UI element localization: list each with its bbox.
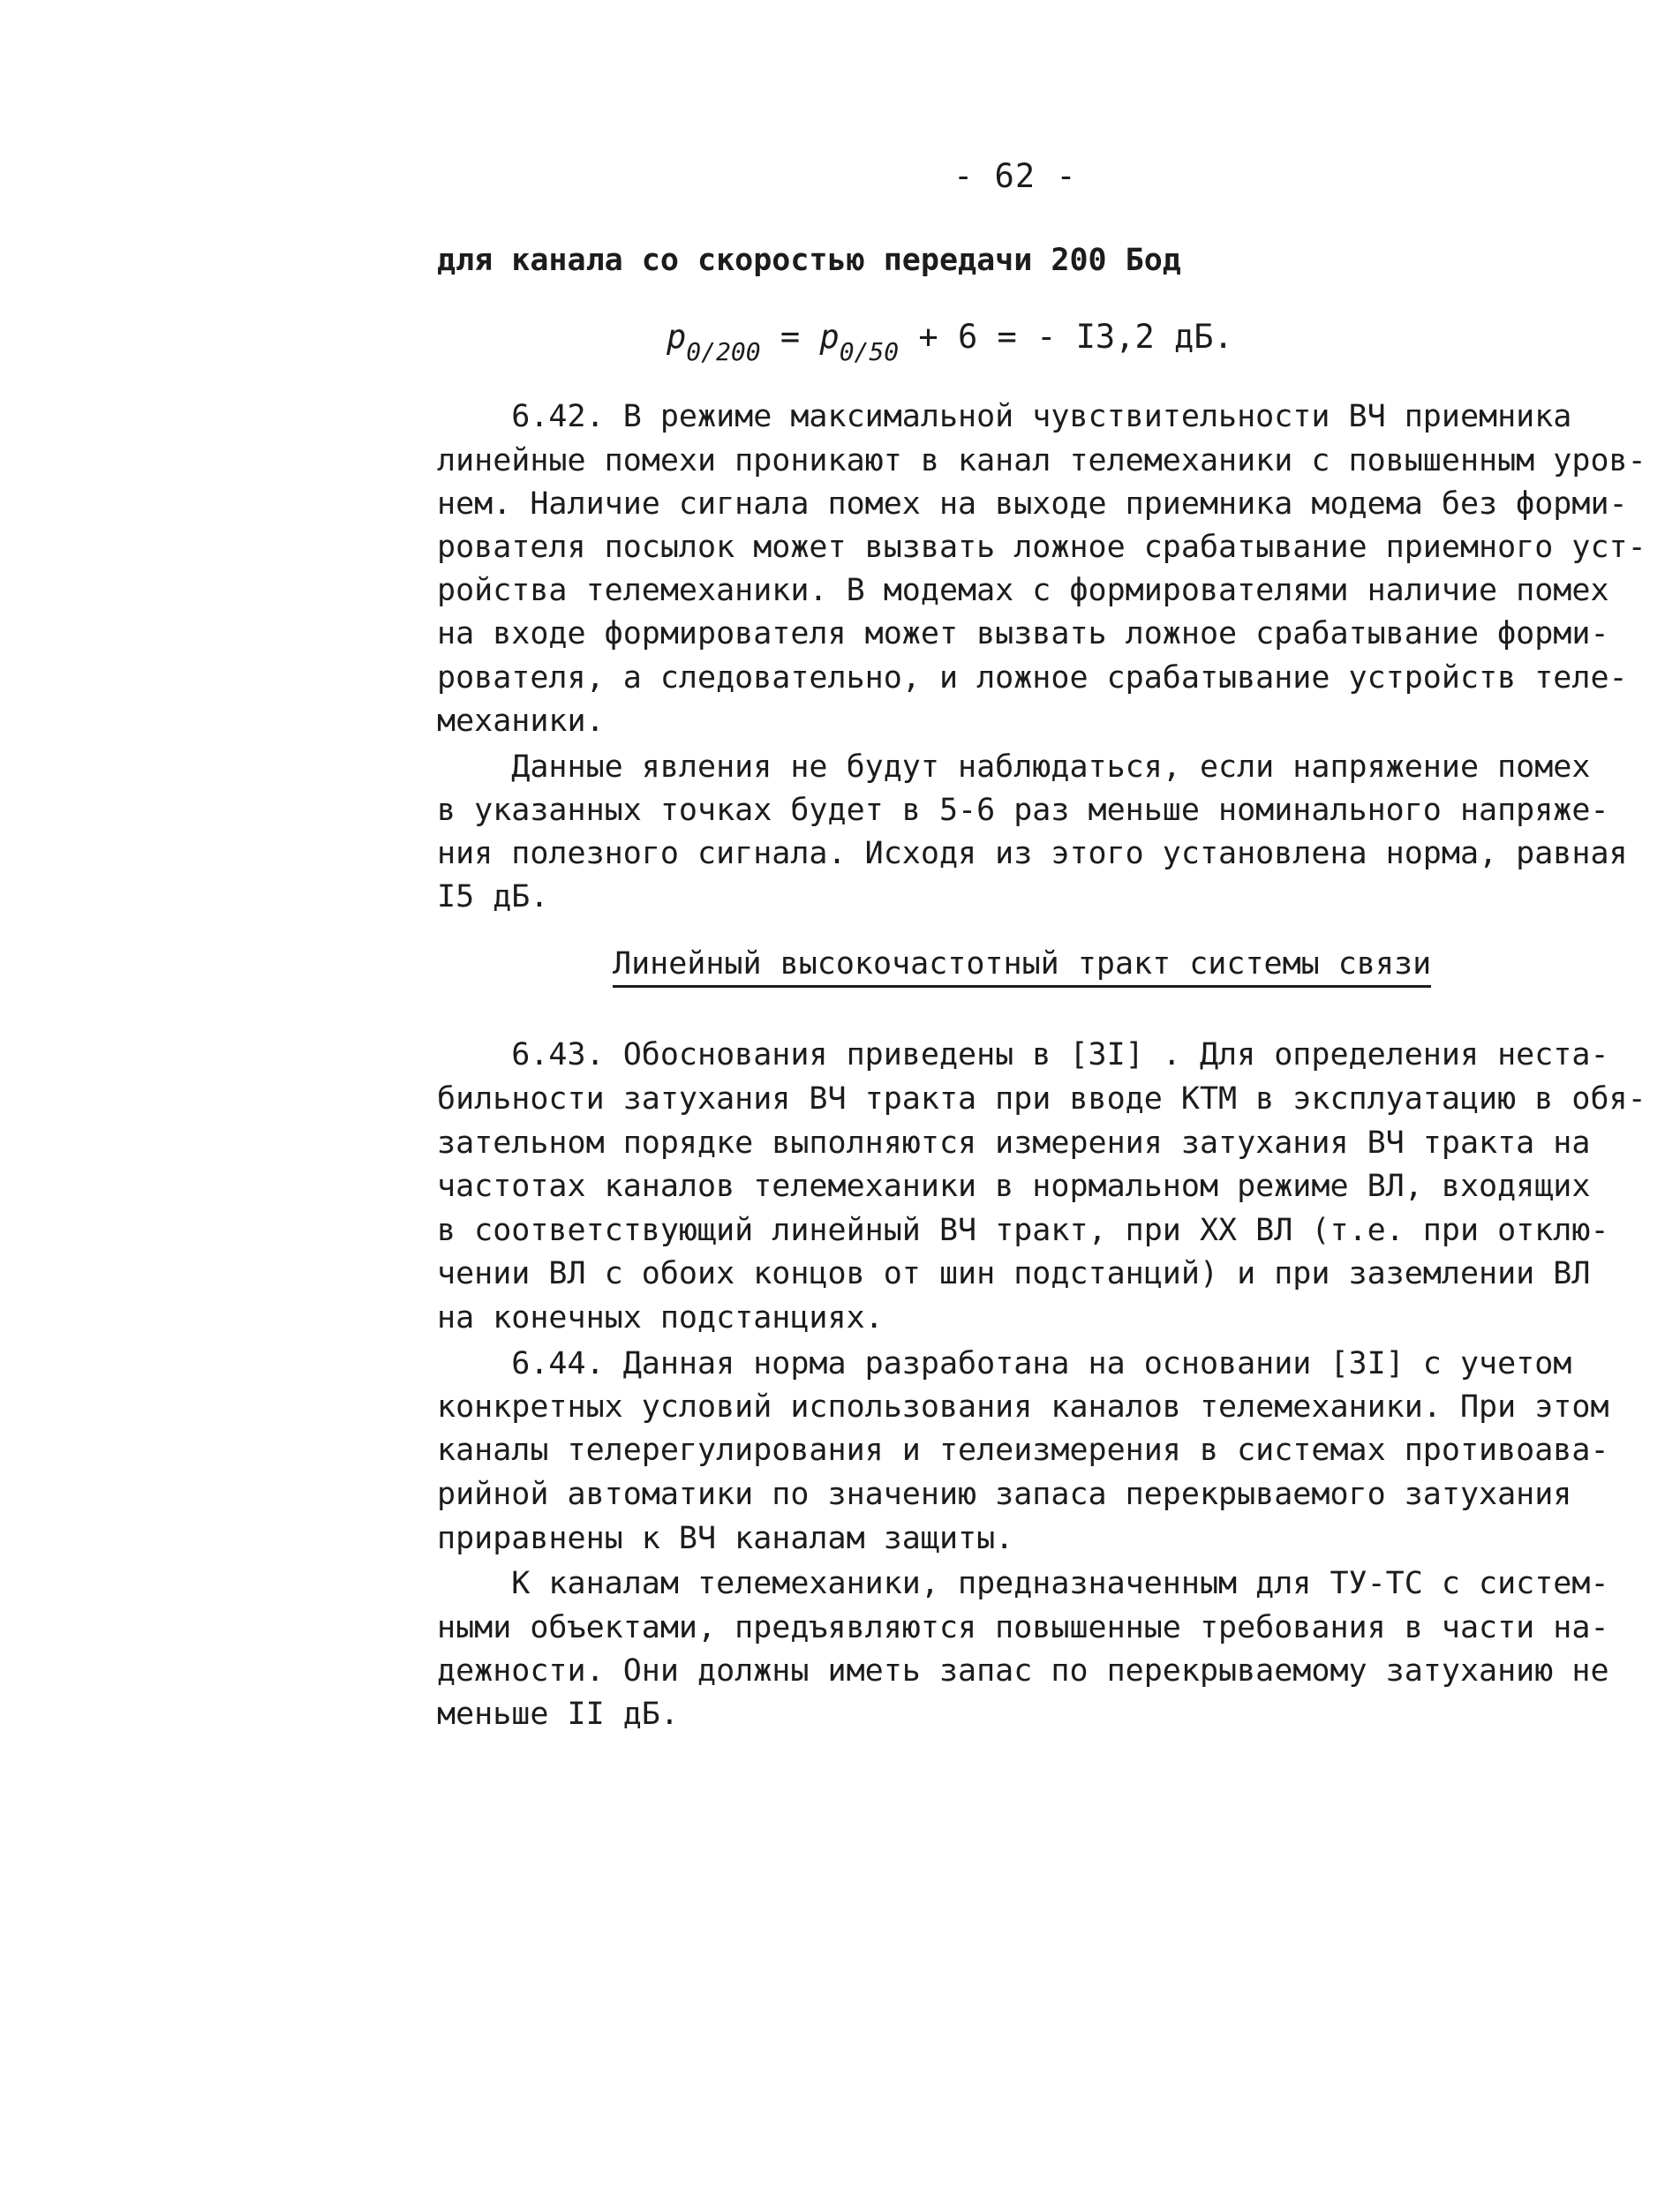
text-line: 6.44. Данная норма разработана на основании [3I] с учетом bbox=[437, 1346, 1572, 1381]
text-line: рователя посылок может вызвать ложное срабатывание приемного уст- bbox=[437, 530, 1646, 565]
text-line: I5 дБ. bbox=[437, 879, 549, 914]
formula-rhs-subscript: 0/50 bbox=[839, 337, 900, 366]
text-line: ными объектами, предъявляются повышенные требования в части на- bbox=[437, 1610, 1609, 1645]
text-line: конкретных условий использования каналов телемеханики. При этом bbox=[437, 1389, 1609, 1425]
text-line: на конечных подстанциях. bbox=[437, 1300, 884, 1336]
formula-rhs-symbol: p bbox=[819, 318, 840, 356]
text-line: бильности затухания ВЧ тракта при вводе КТМ в эксплуатацию в обя- bbox=[437, 1081, 1646, 1117]
text-line: зательном порядке выполняются измерения затухания ВЧ тракта на bbox=[437, 1125, 1591, 1161]
formula-lhs-subscript: 0/200 bbox=[686, 337, 761, 366]
text-line: частотах каналов телемеханики в нормальном режиме ВЛ, входящих bbox=[437, 1169, 1591, 1204]
formula-equals: = bbox=[780, 318, 801, 356]
text-line: в соответствующий линейный ВЧ тракт, при XX ВЛ (т.е. при отклю- bbox=[437, 1213, 1609, 1248]
text-line: нем. Наличие сигнала помех на выходе приемника модема без форми- bbox=[437, 486, 1628, 522]
text-line: рийной автоматики по значению запаса перекрываемого затухания bbox=[437, 1477, 1572, 1512]
formula-lhs-symbol: p bbox=[667, 318, 687, 356]
text-line: дежности. Они должны иметь запас по перекрываемому затуханию не bbox=[437, 1653, 1609, 1689]
text-line: 6.42. В режиме максимальной чувствительности ВЧ приемника bbox=[437, 399, 1572, 434]
intro-line: для канала со скоростью передачи 200 Бод bbox=[437, 243, 1181, 278]
formula-rest: + 6 = - I3,2 дБ. bbox=[918, 318, 1233, 356]
text-line: приравнены к ВЧ каналам защиты. bbox=[437, 1521, 1014, 1556]
text-line: ройства телемеханики. В модемах с формирователями наличие помех bbox=[437, 573, 1609, 608]
page-number: - 62 - bbox=[953, 157, 1077, 195]
text-line: механики. bbox=[437, 704, 605, 739]
text-line: рователя, а следовательно, и ложное срабатывание устройств теле- bbox=[437, 660, 1628, 696]
text-line: меньше II дБ. bbox=[437, 1697, 679, 1732]
text-line: Данные явления не будут наблюдаться, если напряжение помех bbox=[437, 749, 1591, 785]
text-line: на входе формирователя может вызвать ложное срабатывание форми- bbox=[437, 616, 1609, 651]
formula bbox=[667, 318, 1233, 366]
text-line: каналы телерегулирования и телеизмерения в системах противоава- bbox=[437, 1433, 1609, 1468]
section-title: Линейный высокочастотный тракт системы связи bbox=[613, 949, 1431, 988]
text-line: в указанных точках будет в 5-6 раз меньше номинального напряже- bbox=[437, 793, 1609, 828]
text-line: 6.43. Обоснования приведены в [3I] . Для определения неста- bbox=[437, 1037, 1609, 1072]
text-line: ния полезного сигнала. Исходя из этого установлена норма, равная bbox=[437, 836, 1628, 871]
text-line: чении ВЛ с обоих концов от шин подстанций) и при заземлении ВЛ bbox=[437, 1256, 1591, 1291]
text-line: К каналам телемеханики, предназначенным для ТУ-ТС с систем- bbox=[437, 1566, 1609, 1601]
text-line: линейные помехи проникают в канал телемеханики с повышенным уров- bbox=[437, 443, 1646, 478]
